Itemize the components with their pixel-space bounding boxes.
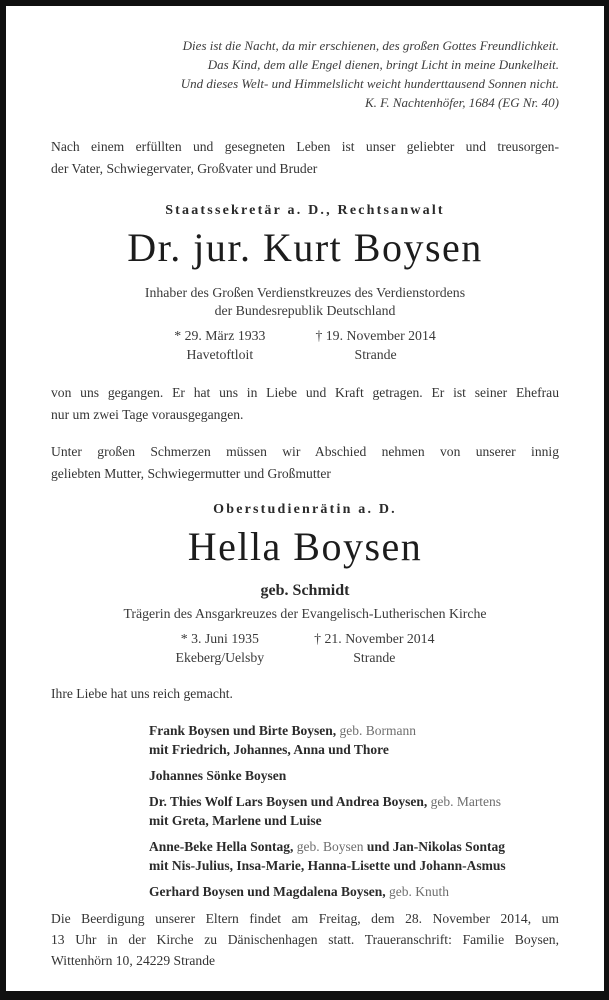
intro-paragraph: [51, 136, 559, 180]
quote-line: Das Kind, dem alle Engel dienen, bringt Licht in meine Dunkelheit.: [207, 57, 559, 72]
family-name: Johannes Sönke Boysen: [149, 768, 287, 783]
family-children: mit Nis-Julius, Insa-Marie, Hanna-Lisette und Johann-Asmus: [149, 858, 506, 873]
deceased-hella-name: Hella Boysen: [187, 524, 423, 569]
family-line: [149, 811, 559, 830]
maiden-name-note: geb. Boysen: [293, 839, 367, 854]
birth-column: [176, 629, 265, 667]
birth-date: * 3. Juni 1935: [180, 631, 259, 646]
deceased-kurt-block: [51, 202, 559, 364]
passage-line: Ihre Liebe hat uns reich gemacht.: [51, 686, 233, 701]
deceased-kurt-honor: [51, 284, 559, 320]
honor-line: Trägerin des Ansgarkreuzes der Evangelisch-Lutherischen Kirche: [123, 606, 487, 621]
birth-place: Ekeberg/Uelsby: [175, 650, 265, 665]
family-name: Frank Boysen und Birte Boysen,: [149, 723, 337, 738]
tribute-line: [51, 683, 559, 705]
death-place: Strande: [353, 650, 396, 665]
family-name: und Jan-Nikolas Sontag: [366, 839, 505, 854]
quote-line: Und dieses Welt- und Himmelslicht weicht hunderttausend Sonnen nicht.: [180, 76, 559, 91]
passage-kurt: [51, 382, 559, 426]
family-line: [149, 740, 559, 759]
family-line: [149, 721, 559, 740]
family-list: [149, 721, 559, 901]
birth-column: [174, 326, 265, 364]
passage-line: geliebten Mutter, Schwiegermutter und Großmutter: [51, 466, 331, 481]
deceased-hella-maiden-name: geb. Schmidt: [260, 582, 350, 599]
memorial-quote: [51, 36, 559, 112]
passage-line: nur um zwei Tage vorausgegangen.: [51, 407, 244, 422]
deceased-kurt-name: Dr. jur. Kurt Boysen: [127, 225, 483, 270]
funeral-line: Wittenhörn 10, 24229 Strande: [51, 953, 216, 968]
intro-line: der Vater, Schwiegervater, Großvater und Bruder: [51, 161, 318, 176]
birth-place: Havetoftloit: [186, 347, 254, 362]
family-entry: [149, 766, 559, 785]
deceased-hella-role: Oberstudienrätin a. D.: [213, 502, 397, 517]
passage-line: von uns gegangen. Er hat uns in Liebe und Kraft getragen. Er ist seiner Ehefrau: [51, 385, 559, 400]
death-column: [314, 629, 434, 667]
family-name: Dr. Thies Wolf Lars Boysen und Andrea Boysen,: [149, 794, 428, 809]
death-date: † 21. November 2014: [314, 631, 435, 646]
deceased-kurt-role: Staatssekretär a. D., Rechtsanwalt: [165, 203, 445, 218]
family-line: [149, 792, 559, 811]
quote-line: Dies ist die Nacht, da mir erschienen, des großen Gottes Freundlichkeit.: [182, 38, 559, 53]
death-place: Strande: [354, 347, 397, 362]
family-entry: [149, 837, 559, 875]
family-entry: [149, 721, 559, 759]
family-entry: [149, 882, 559, 901]
family-line: [149, 856, 559, 875]
family-entry: [149, 792, 559, 830]
passage-hella-intro: [51, 441, 559, 485]
family-children: mit Friedrich, Johannes, Anna und Thore: [149, 742, 389, 757]
funeral-line: 13 Uhr in der Kirche zu Dänischenhagen statt. Traueranschrift: Familie Boysen,: [51, 932, 559, 947]
family-name: Gerhard Boysen und Magdalena Boysen,: [149, 884, 386, 899]
family-name: Anne-Beke Hella Sontag,: [149, 839, 294, 854]
death-date: † 19. November 2014: [315, 328, 436, 343]
funeral-line: Die Beerdigung unserer Eltern findet am Freitag, dem 28. November 2014, um: [51, 911, 559, 926]
family-children: mit Greta, Marlene und Luise: [149, 813, 322, 828]
deceased-hella-block: [51, 501, 559, 667]
honor-line: Inhaber des Großen Verdienstkreuzes des Verdienstordens: [144, 285, 466, 300]
passage-line: Unter großen Schmerzen müssen wir Abschied nehmen von unserer innig: [51, 444, 559, 459]
family-line: [149, 882, 559, 901]
maiden-name-note: geb. Bormann: [336, 723, 417, 738]
birth-date: * 29. März 1933: [174, 328, 266, 343]
maiden-name-note: geb. Martens: [427, 794, 502, 809]
quote-attribution: K. F. Nachtenhöfer, 1684 (EG Nr. 40): [364, 95, 559, 110]
death-column: [315, 326, 435, 364]
honor-line: der Bundesrepublik Deutschland: [214, 303, 396, 318]
deceased-hella-honor: [51, 605, 559, 623]
family-line: [149, 766, 559, 785]
deceased-kurt-dates: [51, 326, 559, 364]
maiden-name-note: geb. Knuth: [385, 884, 450, 899]
intro-line: Nach einem erfüllten und gesegneten Leben ist unser geliebter und treusorgen-: [51, 139, 559, 154]
deceased-hella-dates: [51, 629, 559, 667]
funeral-details: [51, 908, 559, 971]
family-line: [149, 837, 559, 856]
